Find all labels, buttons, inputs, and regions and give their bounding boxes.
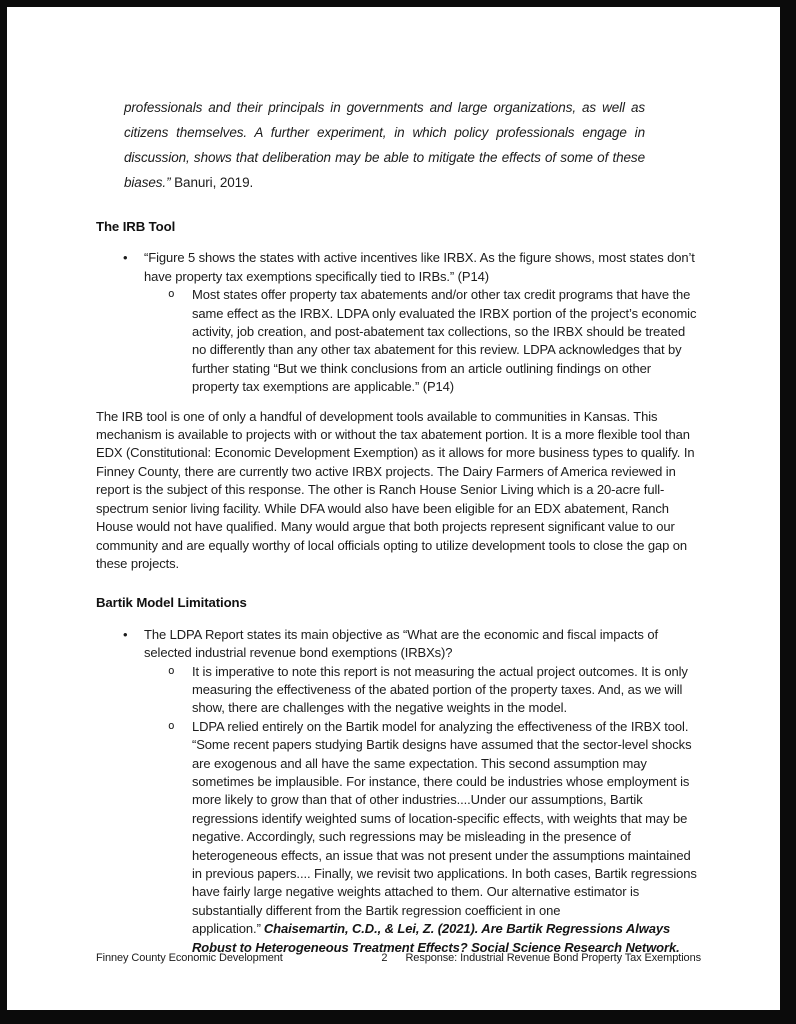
citation-text: Chaisemartin, C.D., & Lei, Z. (2021). Are Bartik Regressions Always Robust to Heterogeneous Treatment Effects? Social Science Research Network. xyxy=(192,921,680,955)
list-item-text: Most states offer property tax abatements and/or other tax credit programs that have the same effect as the IRBX. LDPA only evaluated the IRBX portion of the project’s economic activity, job creation, and post-abatement tax collections, so the IRBX should be treated no differently than any other tax abatement for this review. LDPA acknowledges that by further stating “But we think conclusions from an article outlining findings on other property tax exemptions are applicable.” (P14) xyxy=(192,287,697,395)
list-item xyxy=(96,663,701,718)
circle-bullet-icon: o xyxy=(168,718,175,732)
list-item-text: It is imperative to note this report is not measuring the actual project outcomes. It is only measuring the effectiveness of the abated portion of the property taxes. And, as we will show, there are challenges with the negative weights in the model. xyxy=(192,663,688,716)
irb-bullet-list xyxy=(96,249,701,396)
list-item xyxy=(96,626,701,663)
block-quote xyxy=(124,95,645,195)
page-footer xyxy=(96,952,701,964)
list-item-text: “Figure 5 shows the states with active incentives like IRBX. As the figure shows, most states don’t have property tax exemptions specifically tied to IRBs.” (P14) xyxy=(144,250,695,284)
heading-irb-tool: The IRB Tool xyxy=(96,219,176,234)
irb-paragraph: The IRB tool is one of only a handful of development tools available to communities in Kansas. This mechanism is available to projects with or without the tax abatement portion. It is a more flexible tool than EDX (Constitutional: Economic Development Exemption) as it allows for more business types to qualify. In Finney County, there are currently two active IRBX projects. The Dairy Farmers of America reviewed in report is the subject of this response. The other is Ranch House Senior Living which is a 20-acre full-spectrum senior living facility. While DFA would also have been eligible for an EDX abatement, Ranch House would not have qualified. Many would argue that both projects represent significant value to our community and are equally worthy of local officials opting to utilize development tools to close the gap on these projects. xyxy=(96,408,695,571)
footer-page-number: 2 xyxy=(381,952,388,964)
footer-document-title: Response: Industrial Revenue Bond Property Tax Exemptions xyxy=(405,952,701,964)
quote-text: professionals and their principals in governments and large organizations, as well as citizens themselves. A further experiment, in which policy professionals engage in discussion, shows that deliberation may be able to mitigate the effects of some of these biases.” xyxy=(124,100,645,190)
circle-bullet-icon: o xyxy=(168,287,175,301)
footer-organization: Finney County Economic Development xyxy=(96,952,283,964)
bartik-bullet-list xyxy=(96,626,701,957)
circle-bullet-icon: o xyxy=(168,663,175,677)
page-content xyxy=(96,95,701,957)
list-item xyxy=(96,286,701,396)
heading-bartik-limitations: Bartik Model Limitations xyxy=(96,595,247,611)
list-item xyxy=(96,249,701,286)
disc-bullet-icon: • xyxy=(123,250,128,266)
list-item-text: LDPA relied entirely on the Bartik model for analyzing the effectiveness of the IRBX tool. “Some recent papers studying Bartik designs have assumed that the sector-level shocks are exogenous and all have the same expectation. This second assumption may sometimes be implausible. For instance, there could be industries whose employment is more likely to grow than that of other industries....Under our assumptions, Bartik regressions identify weighted sums of location-specific effects, with weights that may be negative. Accordingly, such regressions may be misleading in the presence of heterogeneous effects, an issue that was not present under the assumptions maintained in previous papers.... Finally, we revisit two applications. In both cases, Bartik regressions have fairly large negative weights attached to them. Our alternative estimator is substantially different from the Bartik regression coefficient in one application.” xyxy=(192,718,697,937)
list-item xyxy=(96,718,701,957)
quote-attribution: Banuri, 2019. xyxy=(174,175,254,190)
document-page xyxy=(7,7,780,1010)
list-item-text: The LDPA Report states its main objective as “What are the economic and fiscal impacts of selected industrial revenue bond exemptions (IRBXs)? xyxy=(144,626,658,661)
disc-bullet-icon: • xyxy=(123,626,128,642)
